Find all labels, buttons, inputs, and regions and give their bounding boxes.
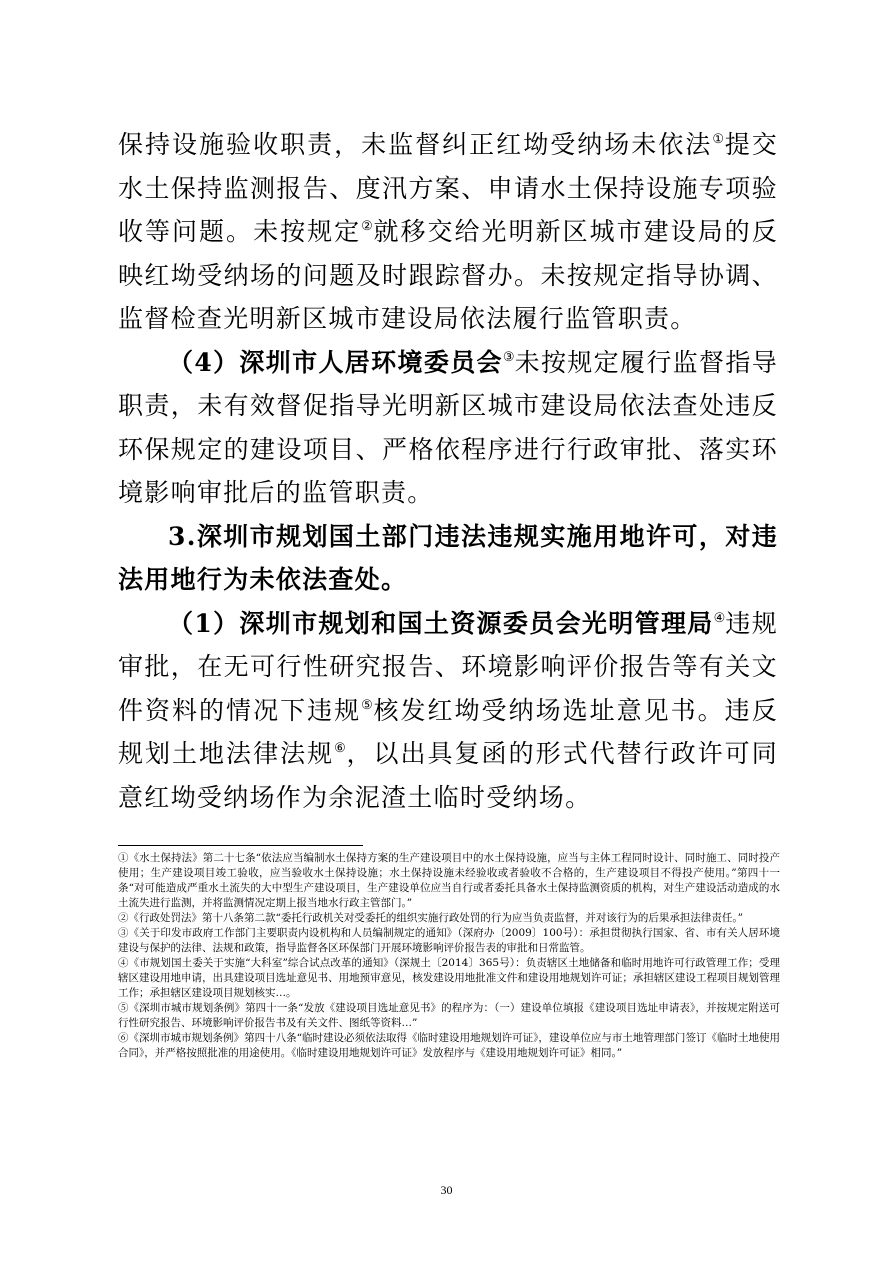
footnote-2: ②《行政处罚法》第十八条第二款“委托行政机关对受委托的组织实施行政处罚的行为应当负责监督，并对该行为的后果承担法律责任。” bbox=[118, 912, 743, 924]
item-heading: （4）深圳市人居环境委员会 bbox=[168, 347, 503, 377]
footnote-4: ④《市规划国土委关于实施“大科室”综合试点改革的通知》（深规土〔2014〕365号）：负责辖区土地储备和临时用地许可行政管理工作；受理辖区建设用地申请，出具建设项目选址意见书、用地预审意见，核发建设用地批准文件和建设用地规划许可证；承担辖区建设工程项目规划管理工作；承担辖区建设项目规划核实…。 bbox=[118, 957, 780, 999]
paragraph-text: 保持设施验收职责，未监督纠正红坳受纳场未依法 bbox=[118, 130, 713, 159]
paragraph-text: 提交水土保持监测报告、度汛方案、申请水土保持设施专项验收等问题。未按规定 bbox=[118, 130, 779, 246]
footnotes bbox=[118, 851, 780, 1061]
paragraph-text: 违规审批，在无可行性研究报告、环境影响评价报告等有关文件资料的情况下违规 bbox=[118, 608, 778, 725]
paragraph-text: 核发红坳受纳场选址意见书。违反规划土地法律法规 bbox=[118, 695, 778, 768]
paragraph-2 bbox=[118, 341, 778, 515]
section-heading: 3.深圳市规划国土部门违法违规实施用地许可，对违法用地行为未依法查处。 bbox=[118, 521, 778, 594]
paragraph-text: 就移交给光明新区城市建设局的反映红坳受纳场的问题及时跟踪督办。未按规定指导协调、监督检查光明新区城市建设局依法履行监管职责。 bbox=[118, 217, 778, 333]
paragraph-text: 未按规定履行监督指导职责，未有效督促指导光明新区城市建设局依法查处违反环保规定的建设项目、严格依程序进行行政审批、落实环境影响审批后的监管职责。 bbox=[118, 347, 778, 507]
footnote-3: ③《关于印发市政府工作部门主要职责内设机构和人员编制规定的通知》（深府办〔2009〕100号）：承担贯彻执行国家、省、市有关人居环境建设与保护的法律、法规和政策，指导监督各区环保部门开展环境影响评价报告表的审批和日常监管。 bbox=[118, 927, 780, 954]
footnote-marker: ⑤ bbox=[361, 697, 374, 713]
footnote-1: ①《水土保持法》第二十七条“依法应当编制水土保持方案的生产建设项目中的水土保持设施，应当与主体工程同时设计、同时施工、同时投产使用；生产建设项目竣工验收，应当验收水土保持设施；水土保持设施未经验收或者验收不合格的，生产建设项目不得投产使用。”第四十一条“对可能造成严重水土流失的大中型生产建设项目，生产建设单位应当自行或者委托具备水土保持监测资质的机构，对生产建设活动造成的水土流失进行监测，并将监测情况定期上报当地水行政主管部门。” bbox=[118, 852, 780, 909]
body-text bbox=[118, 123, 778, 819]
footnote-marker: ⑥ bbox=[334, 741, 347, 756]
footnote-marker: ① bbox=[712, 132, 725, 147]
footnote-marker: ② bbox=[361, 219, 374, 234]
footnote-marker: ③ bbox=[502, 349, 515, 365]
paragraph-1 bbox=[118, 123, 778, 341]
footnote-6: ⑥《深圳市城市规划条例》第四十八条“临时建设必须依法取得《临时建设用地规划许可证》，建设单位应与市土地管理部门签订《临时土地使用合同》，并严格按照批准的用途使用。《临时建设用地规划许可证》发放程序与《建设用地规划许可证》相同。” bbox=[118, 1032, 780, 1059]
item-heading: （1）深圳市规划和国土资源委员会光明管理局 bbox=[168, 608, 714, 638]
paragraph-text: ，以出具复函的形式代替行政许可同意红坳受纳场作为余泥渣土临时受纳场。 bbox=[118, 739, 778, 812]
footnote-5: ⑤《深圳市城市规划条例》第四十一条“发放《建设项目选址意见书》的程序为：（一）建设单位填报《建设项目选址申请表》，并按规定附送可行性研究报告、环境影响评价报告书及有关文件、图纸等资料…” bbox=[118, 1002, 780, 1029]
footnote-divider bbox=[118, 845, 363, 846]
paragraph-4 bbox=[118, 602, 778, 820]
footnote-marker: ④ bbox=[713, 610, 726, 626]
page-number: 30 bbox=[440, 1183, 453, 1197]
